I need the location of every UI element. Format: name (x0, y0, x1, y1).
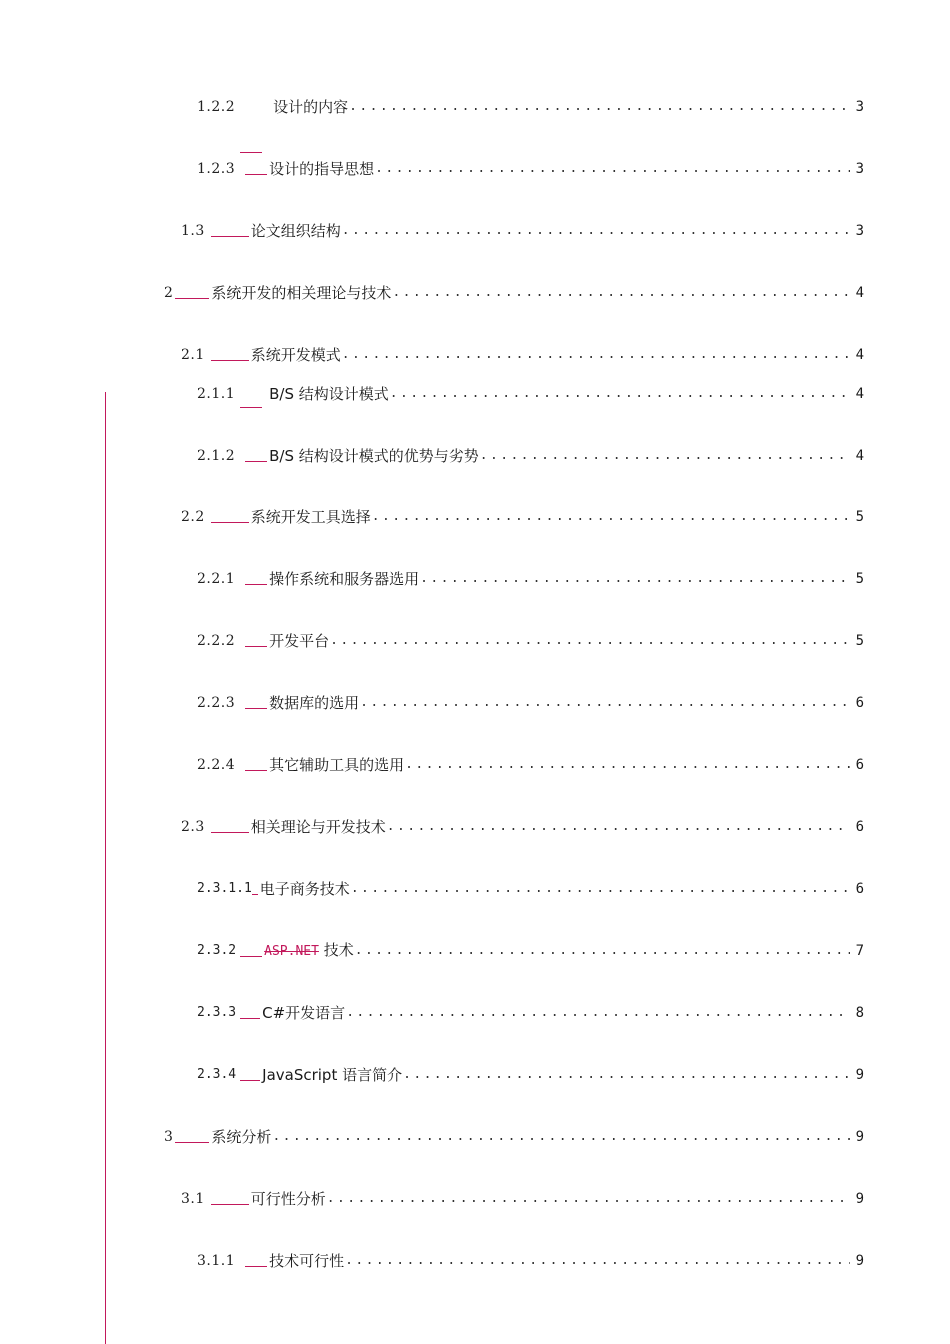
toc-entry-page: 4 (855, 448, 864, 464)
toc-leader-dots (390, 383, 850, 405)
toc-entry-separator (252, 894, 258, 895)
toc-entry-title: 系统开发工具选择 (250, 508, 371, 526)
toc-entry[interactable] (197, 630, 864, 652)
toc-entry-number: 2.2.1 (197, 571, 236, 587)
toc-entry-title: 技术 (318, 941, 354, 959)
revision-margin-bar (105, 392, 106, 1344)
toc-entry-page: 3 (855, 161, 864, 177)
toc-entry-separator (237, 399, 267, 400)
toc-entry-title: 数据库的选用 (269, 694, 360, 712)
toc-entry-number: 2.2.3 (197, 695, 236, 711)
toc-entry-title: 设计的指导思想 (269, 160, 375, 178)
toc-entry-separator (245, 708, 267, 709)
toc-entry[interactable] (181, 344, 864, 366)
toc-entry-title: 可行性分析 (250, 1190, 326, 1208)
toc-leader-dots (342, 220, 850, 242)
revision-mark (240, 407, 262, 408)
toc-entry-number: 2 (164, 285, 174, 301)
toc-entry-page: 9 (855, 1253, 864, 1269)
toc-leader-dots (346, 1002, 850, 1024)
toc-entry-page: 4 (855, 285, 864, 301)
toc-entry[interactable] (181, 506, 864, 528)
toc-entry[interactable] (197, 1064, 864, 1086)
toc-entry-title: 其它辅助工具的选用 (269, 756, 405, 774)
toc-entry-title: 电子商务技术 (259, 880, 350, 898)
toc-entry-page: 4 (855, 347, 864, 363)
toc-leader-dots (405, 754, 850, 776)
toc-entry-separator (237, 112, 271, 113)
toc-entry-separator (245, 584, 267, 585)
toc-entry-title: 系统分析 (211, 1128, 272, 1146)
toc-leader-dots (372, 506, 850, 528)
toc-entry-title: 设计的内容 (273, 98, 349, 116)
toc-entry[interactable] (181, 220, 864, 242)
toc-leader-dots (349, 96, 850, 118)
toc-entry-separator (211, 832, 249, 833)
toc-entry-title: 相关理论与开发技术 (250, 818, 386, 836)
toc-leader-dots (375, 158, 850, 180)
toc-entry-page: 5 (855, 571, 864, 587)
toc-entry-number: 1.2.3 (197, 161, 236, 177)
toc-entry-page: 7 (855, 943, 864, 959)
toc-entry[interactable] (197, 940, 864, 962)
toc-leader-dots (387, 816, 850, 838)
toc-entry-number: 2.3.4 (197, 1067, 237, 1082)
toc-entry[interactable] (197, 1002, 864, 1024)
toc-entry-separator (240, 956, 262, 957)
toc-entry-number: 2.2.4 (197, 757, 236, 773)
toc-entry-title: 系统开发的相关理论与技术 (211, 284, 392, 302)
toc-entry-page: 9 (855, 1191, 864, 1207)
toc-entry[interactable] (197, 1250, 864, 1272)
toc-entry-page: 6 (855, 757, 864, 773)
toc-entry-number: 2.2.2 (197, 633, 236, 649)
toc-entry-number: 2.3.2 (197, 943, 237, 958)
toc-entry-title-wrap (264, 939, 354, 963)
toc-entry-page: 9 (855, 1129, 864, 1145)
toc-entry-separator (175, 298, 209, 299)
toc-leader-dots (330, 630, 850, 652)
toc-entry-title: 开发平台 (269, 632, 330, 650)
toc-entry-number: 1.3 (181, 223, 205, 239)
toc-entry-number: 2.1.1 (197, 386, 236, 402)
toc-leader-dots (327, 1188, 850, 1210)
toc-entry-page: 5 (855, 509, 864, 525)
toc-leader-dots (345, 1250, 850, 1272)
toc-entry-title: C#开发语言 (262, 1004, 346, 1022)
toc-entry[interactable] (164, 282, 864, 304)
toc-leader-dots (420, 568, 850, 590)
toc-entry[interactable] (197, 692, 864, 714)
toc-entry-page: 5 (855, 633, 864, 649)
toc-entry[interactable] (181, 1188, 864, 1210)
toc-entry-page: 6 (855, 881, 864, 897)
toc-entry-separator (240, 1080, 260, 1081)
toc-entry-number: 3 (164, 1129, 174, 1145)
toc-entry-separator (211, 522, 249, 523)
toc-entry[interactable] (197, 568, 864, 590)
toc-entry-title: JavaScript 语言简介 (262, 1066, 403, 1084)
toc-entry-separator (245, 461, 267, 462)
toc-entry-page: 4 (855, 386, 864, 402)
toc-entry-title: 论文组织结构 (250, 222, 341, 240)
toc-entry-separator (240, 1018, 260, 1019)
toc-entry[interactable] (164, 1126, 864, 1148)
toc-entry-number: 1.2.2 (197, 99, 236, 115)
toc-entry-number: 2.3 (181, 819, 205, 835)
toc-entry-separator (211, 360, 249, 361)
toc-entry-number: 3.1.1 (197, 1253, 236, 1269)
deleted-text: ASP.NET (264, 944, 319, 959)
toc-leader-dots (403, 1064, 850, 1086)
toc-entry-title: 操作系统和服务器选用 (269, 570, 420, 588)
toc-entry[interactable] (197, 383, 864, 405)
toc-entry[interactable] (181, 816, 864, 838)
toc-entry[interactable] (197, 878, 864, 900)
toc-entry-page: 9 (855, 1067, 864, 1083)
toc-entry-title: 技术可行性 (269, 1252, 345, 1270)
toc-entry-title: 系统开发模式 (250, 346, 341, 364)
toc-entry-page: 3 (855, 223, 864, 239)
toc-entry-separator (245, 646, 267, 647)
toc-entry-page: 3 (855, 99, 864, 115)
toc-entry-separator (211, 1204, 249, 1205)
toc-entry-number: 2.3.1.1 (197, 881, 252, 896)
toc-entry-separator (245, 770, 267, 771)
toc-entry-number: 2.3.3 (197, 1005, 237, 1020)
toc-leader-dots (272, 1126, 850, 1148)
toc-entry-number: 3.1 (181, 1191, 205, 1207)
toc-entry-separator (175, 1142, 209, 1143)
toc-entry-title: B/S 结构设计模式 (269, 385, 389, 403)
toc-leader-dots (480, 445, 850, 467)
toc-entry-number: 2.1 (181, 347, 205, 363)
toc-leader-dots (342, 344, 850, 366)
toc-leader-dots (355, 940, 850, 962)
toc-entry-number: 2.1.2 (197, 448, 236, 464)
toc-entry-page: 6 (855, 819, 864, 835)
toc-leader-dots (351, 878, 850, 900)
toc-leader-dots (360, 692, 850, 714)
toc-entry[interactable] (197, 96, 864, 118)
toc-entry-page: 8 (855, 1005, 864, 1021)
toc-entry[interactable] (197, 445, 864, 467)
toc-entry-page: 6 (855, 695, 864, 711)
toc-entry-title: B/S 结构设计模式的优势与劣势 (269, 447, 479, 465)
toc-entry[interactable] (197, 754, 864, 776)
toc-entry-separator (211, 236, 249, 237)
toc-leader-dots (392, 282, 850, 304)
toc-entry-separator (245, 174, 267, 175)
toc-entry[interactable] (197, 158, 864, 180)
revision-mark (240, 152, 262, 153)
toc-entry-separator (245, 1266, 267, 1267)
toc-entry-number: 2.2 (181, 509, 205, 525)
